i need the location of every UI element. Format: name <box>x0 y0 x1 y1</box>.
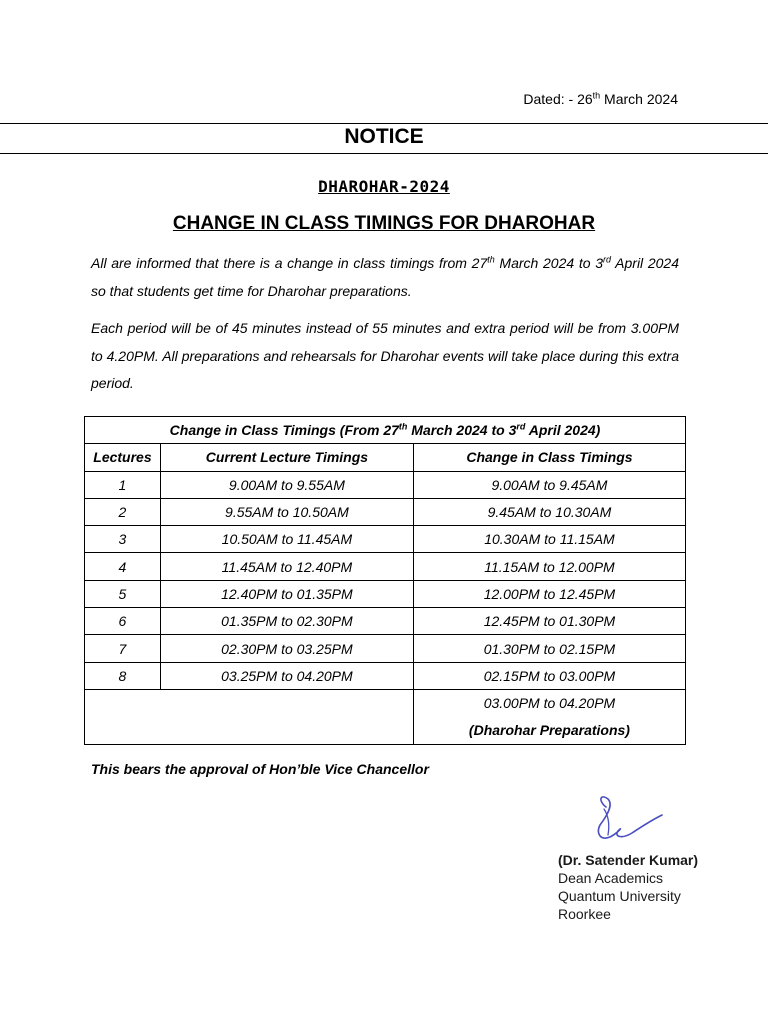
empty-cell <box>85 689 414 744</box>
column-header: Current Lecture Timings <box>160 444 413 471</box>
table-header-row <box>85 444 686 471</box>
table-caption: Change in Class Timings (From 27th March 2024 to 3rd April 2024) <box>85 417 686 444</box>
current-timing: 03.25PM to 04.20PM <box>160 662 413 689</box>
current-timing: 10.50AM to 11.45AM <box>160 526 413 553</box>
table-row <box>85 553 686 580</box>
paragraph-details: Each period will be of 45 minutes instead of 55 minutes and extra period will be from 3.00PM to 4.20PM. All preparations and rehearsals for Dharohar events will take place during this extra period. <box>91 320 679 391</box>
approval-note: This bears the approval of Hon’ble Vice Chancellor <box>91 761 429 777</box>
column-header: Change in Class Timings <box>413 444 685 471</box>
lecture-number: 3 <box>85 526 161 553</box>
notice-title: NOTICE <box>344 125 424 148</box>
signatory-name: (Dr. Satender Kumar) <box>558 852 699 868</box>
lecture-number: 8 <box>85 662 161 689</box>
changed-timing: 12.00PM to 12.45PM <box>413 580 685 607</box>
changed-timing: 9.45AM to 10.30AM <box>413 498 685 525</box>
signatory-designation: Dean Academics <box>558 870 664 886</box>
current-timing: 01.35PM to 02.30PM <box>160 608 413 635</box>
signatory-location: Roorkee <box>558 906 611 922</box>
changed-timing: 9.00AM to 9.45AM <box>413 471 685 498</box>
lecture-number: 4 <box>85 553 161 580</box>
table-caption-row <box>85 417 686 444</box>
changed-timing: 12.45PM to 01.30PM <box>413 608 685 635</box>
current-timing: 9.55AM to 10.50AM <box>160 498 413 525</box>
timings-table <box>84 416 686 745</box>
table-row <box>85 526 686 553</box>
lecture-number: 1 <box>85 471 161 498</box>
notice-heading: CHANGE IN CLASS TIMINGS FOR DHAROHAR <box>172 213 596 234</box>
signatory-block <box>558 851 698 923</box>
rule-top <box>0 123 768 124</box>
table-row <box>85 471 686 498</box>
signature-icon <box>588 795 668 857</box>
extra-period-cell <box>413 689 685 744</box>
changed-timing: 01.30PM to 02.15PM <box>413 635 685 662</box>
lecture-number: 7 <box>85 635 161 662</box>
table-row <box>85 608 686 635</box>
signatory-institution: Quantum University <box>558 888 681 904</box>
lecture-number: 2 <box>85 498 161 525</box>
current-timing: 11.45AM to 12.40PM <box>160 553 413 580</box>
current-timing: 9.00AM to 9.55AM <box>160 471 413 498</box>
table-row <box>85 662 686 689</box>
changed-timing: 11.15AM to 12.00PM <box>413 553 685 580</box>
paragraph-intro: All are informed that there is a change in class timings from 27th March 2024 to 3rd April 2024 so that students get time for Dharohar preparations. <box>91 254 679 299</box>
extra-period-label: (Dharohar Preparations) <box>468 721 630 738</box>
column-header: Lectures <box>85 444 161 471</box>
current-timing: 12.40PM to 01.35PM <box>160 580 413 607</box>
table-row <box>85 635 686 662</box>
date-line: Dated: - 26th March 2024 <box>523 90 678 107</box>
table-row <box>85 580 686 607</box>
extra-period-time: 03.00PM to 04.20PM <box>483 694 616 711</box>
changed-timing: 10.30AM to 11.15AM <box>413 526 685 553</box>
current-timing: 02.30PM to 03.25PM <box>160 635 413 662</box>
table-row-extra-period <box>85 689 686 744</box>
table-row <box>85 498 686 525</box>
event-name: DHAROHAR-2024 <box>318 177 450 196</box>
changed-timing: 02.15PM to 03.00PM <box>413 662 685 689</box>
lecture-number: 5 <box>85 580 161 607</box>
rule-bottom <box>0 153 768 154</box>
lecture-number: 6 <box>85 608 161 635</box>
